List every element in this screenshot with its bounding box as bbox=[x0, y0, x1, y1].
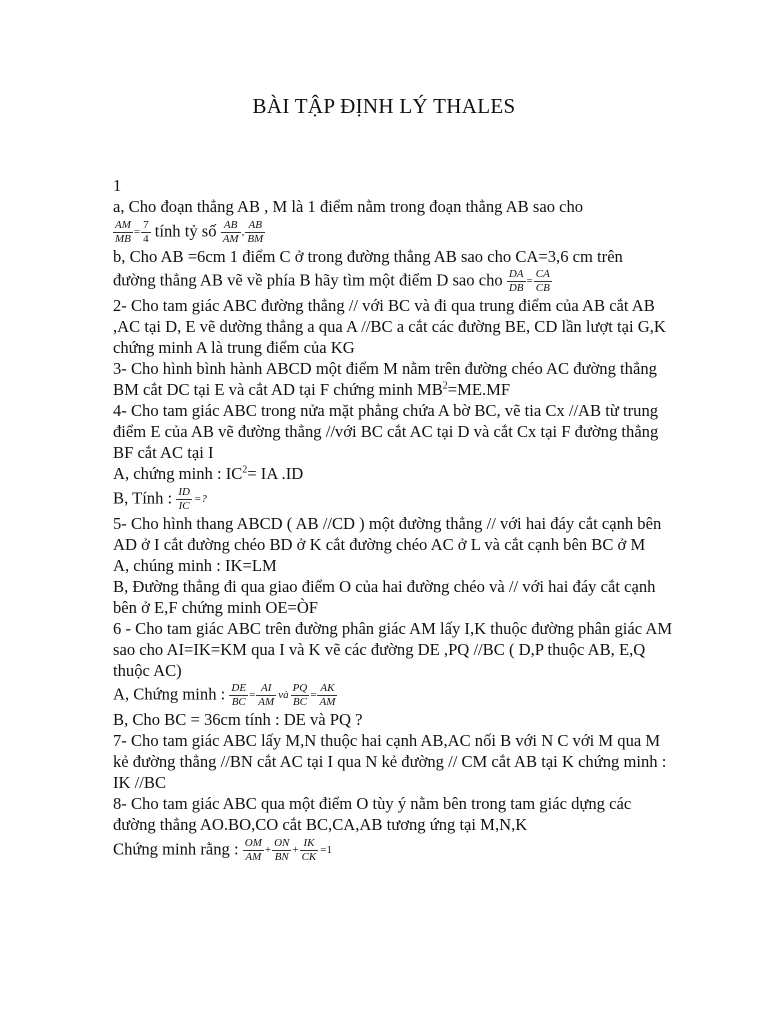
exercise-1b-text: đường thẳng AB vẽ về phía B hãy tìm một điểm D sao cho bbox=[113, 270, 507, 290]
exercise-1a-text: a, Cho đoạn thẳng AB , M là 1 điểm nằm trong đoạn thẳng AB sao cho bbox=[113, 197, 584, 216]
exercise-5b-text: B, Đường thẳng đi qua giao điểm O của hai đường chéo và // với hai đáy cắt cạnh bên ở E,F chứng minh OE=ÒF bbox=[113, 577, 656, 617]
exercise-3-text: 3- Cho hình bình hành ABCD một điểm M nằm trên đường chéo AC đường thẳng BM cắt DC tại E và cắt AD tại F chứng minh $MB^2=ME.MF$ bbox=[113, 359, 657, 399]
document-body bbox=[113, 175, 673, 864]
exercise-2-text: 2- Cho tam giác ABC đường thẳng // với BC và đi qua trung điểm của AB cắt AB ,AC tại D, E vẽ dường thẳng a qua A //BC a cắt các đường BE, CD lần lượt tại G,K chứng minh A là trung điểm của KG bbox=[113, 296, 666, 357]
exercise-1a-mid-text: tính tỷ số bbox=[150, 221, 221, 241]
exercise-1b-text-line2: đường thẳng AB vẽ về phía B hãy tìm một điểm D sao cho $\frac{DA}{DB}$ = $\frac{CA}{CB}$ bbox=[113, 268, 550, 294]
fraction-ab-am: $\frac{AB}{AM}$ bbox=[222, 219, 239, 245]
fraction-id-ic: $\frac{ID}{IC}$ bbox=[178, 486, 190, 512]
exercise-1a-formula-line: $\frac{AM}{MB}$ = $\frac{7}{4}$ tính tỷ số $\frac{AB}{AM}$ , $\frac{AB}{BM}$ bbox=[115, 219, 264, 245]
exercise-8-proof-line: Chứng minh rằng : $\frac{OM}{AM}$ + $\frac{ON}{BN}$ + $\frac{IK}{CK}$ =1 bbox=[113, 837, 332, 863]
exercise-4b-line: B, Tính : $\frac{ID}{IC}$ =? bbox=[113, 486, 207, 512]
fraction-ak-am: $\frac{AK}{AM}$ bbox=[319, 682, 336, 708]
fraction-da-db: $\frac{DA}{DB}$ bbox=[508, 268, 524, 294]
fraction-ab-bm: $\frac{AB}{BM}$ bbox=[247, 219, 264, 245]
exercise-6a-text: A, Chứng minh : bbox=[113, 684, 230, 704]
fraction-am-mb: $\frac{AM}{MB}$ bbox=[115, 219, 131, 245]
fraction-ai-am: $\frac{AI}{AM}$ bbox=[258, 682, 275, 708]
fraction-om-am: $\frac{OM}{AM}$ bbox=[244, 837, 262, 863]
fraction-7-4: $\frac{7}{4}$ bbox=[143, 219, 149, 245]
fraction-de-bc: $\frac{DE}{BC}$ bbox=[231, 682, 247, 708]
exercise-4-text: 4- Cho tam giác ABC trong nửa mặt phẳng chứa A bờ BC, vẽ tia Cx //AB từ trung điểm E của AB vẽ đường thẳng //với BC cắt AC tại D và cắt Cx tại F đường thẳng BF cắt AC tại I bbox=[113, 401, 659, 462]
exercise-5a-text: A, chúng minh : IK=LM bbox=[113, 556, 277, 575]
exercise-8-text: 8- Cho tam giác ABC qua một điểm O tùy ý nằm bên trong tam giác dựng các đường thẳng AO.BO,CO cắt BC,CA,AB tương ứng tại M,N,K bbox=[113, 794, 632, 834]
fraction-on-bn: $\frac{ON}{BN}$ bbox=[274, 837, 290, 863]
fraction-ca-cb: $\frac{CA}{CB}$ bbox=[535, 268, 550, 294]
exercise-1-number: 1 bbox=[113, 176, 122, 195]
exercise-6-text: 6 - Cho tam giác ABC trên đường phân giác AM lấy I,K thuộc đường phân giác AM sao cho AI=IK=KM qua I và K vẽ các đường DE ,PQ //BC ( D,P thuộc AB, E,Q thuộc AC) bbox=[113, 619, 673, 680]
fraction-pq-bc: $\frac{PQ}{BC}$ bbox=[292, 682, 308, 708]
exercise-6a-line: A, Chứng minh : $\frac{DE}{BC}$ = $\frac{AI}{AM}$ và $\frac{PQ}{BC}$ = $\frac{AK}{AM}$ bbox=[113, 682, 336, 708]
exercise-6b-text: B, Cho BC = 36cm tính : DE và PQ ? bbox=[113, 710, 363, 729]
exercise-7-text: 7- Cho tam giác ABC lấy M,N thuộc hai cạnh AB,AC nối B với N C với M qua M kẻ đường thẳng //BN cắt AC tại I qua N kẻ đường // CM cắt AB tại K chứng minh : IK //BC bbox=[113, 731, 667, 792]
page-title: BÀI TẬP ĐỊNH LÝ THALES bbox=[252, 94, 516, 118]
exercise-4a-text: A, chứng minh : $IC^2=$ IA .ID bbox=[113, 464, 304, 483]
exercise-8-proof-text: Chứng minh rằng : bbox=[113, 839, 243, 859]
exercise-4b-text: B, Tính : bbox=[113, 488, 177, 508]
fraction-ik-ck: $\frac{IK}{CK}$ bbox=[301, 837, 317, 863]
exercise-1b-text-line1: b, Cho AB =6cm 1 điểm C ở trong đường thẳng AB sao cho CA=3,6 cm trên bbox=[113, 247, 623, 266]
exercise-5-text: 5- Cho hình thang ABCD ( AB //CD ) một đường thẳng // với hai đáy cắt cạnh bên AD ở I cắt đường chéo BD ở K cắt đường chéo AC ở L và cắt cạnh bên BC ở M bbox=[113, 514, 662, 554]
